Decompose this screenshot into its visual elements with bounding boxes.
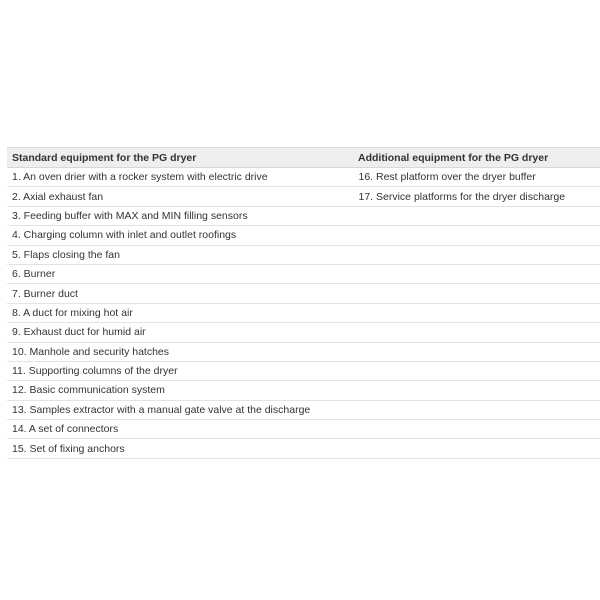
standard-item: 15. Set of fixing anchors bbox=[7, 439, 353, 458]
table-row bbox=[7, 342, 600, 361]
standard-item: 1. An oven drier with a rocker system with electric drive bbox=[7, 168, 353, 187]
table-row bbox=[7, 168, 600, 187]
header-additional-equipment: Additional equipment for the PG dryer bbox=[353, 148, 600, 168]
table-row bbox=[7, 187, 600, 206]
empty-cell bbox=[353, 206, 600, 225]
table-row bbox=[7, 400, 600, 419]
empty-cell bbox=[353, 439, 600, 458]
table-row bbox=[7, 226, 600, 245]
empty-cell bbox=[353, 264, 600, 283]
table-row bbox=[7, 361, 600, 380]
empty-cell bbox=[353, 400, 600, 419]
table-row bbox=[7, 381, 600, 400]
table-row bbox=[7, 245, 600, 264]
standard-item: 13. Samples extractor with a manual gate valve at the discharge bbox=[7, 400, 353, 419]
standard-item: 2. Axial exhaust fan bbox=[7, 187, 353, 206]
additional-item: 16. Rest platform over the dryer buffer bbox=[353, 168, 600, 187]
empty-cell bbox=[353, 342, 600, 361]
table-row bbox=[7, 323, 600, 342]
standard-item: 5. Flaps closing the fan bbox=[7, 245, 353, 264]
standard-item: 12. Basic communication system bbox=[7, 381, 353, 400]
table-row bbox=[7, 439, 600, 458]
empty-cell bbox=[353, 245, 600, 264]
standard-item: 9. Exhaust duct for humid air bbox=[7, 323, 353, 342]
table-header-row bbox=[7, 148, 600, 168]
standard-item: 4. Charging column with inlet and outlet roofings bbox=[7, 226, 353, 245]
table-row bbox=[7, 420, 600, 439]
table-row bbox=[7, 303, 600, 322]
standard-item: 10. Manhole and security hatches bbox=[7, 342, 353, 361]
empty-cell bbox=[353, 226, 600, 245]
standard-item: 7. Burner duct bbox=[7, 284, 353, 303]
standard-item: 8. A duct for mixing hot air bbox=[7, 303, 353, 322]
table-row bbox=[7, 284, 600, 303]
equipment-table-container bbox=[7, 147, 600, 459]
empty-cell bbox=[353, 361, 600, 380]
table-row bbox=[7, 206, 600, 225]
table-row bbox=[7, 264, 600, 283]
empty-cell bbox=[353, 284, 600, 303]
standard-item: 3. Feeding buffer with MAX and MIN filling sensors bbox=[7, 206, 353, 225]
standard-item: 14. A set of connectors bbox=[7, 420, 353, 439]
standard-item: 6. Burner bbox=[7, 264, 353, 283]
empty-cell bbox=[353, 323, 600, 342]
equipment-table bbox=[7, 147, 600, 459]
additional-item: 17. Service platforms for the dryer discharge bbox=[353, 187, 600, 206]
standard-item: 11. Supporting columns of the dryer bbox=[7, 361, 353, 380]
header-standard-equipment: Standard equipment for the PG dryer bbox=[7, 148, 353, 168]
empty-cell bbox=[353, 381, 600, 400]
empty-cell bbox=[353, 420, 600, 439]
empty-cell bbox=[353, 303, 600, 322]
